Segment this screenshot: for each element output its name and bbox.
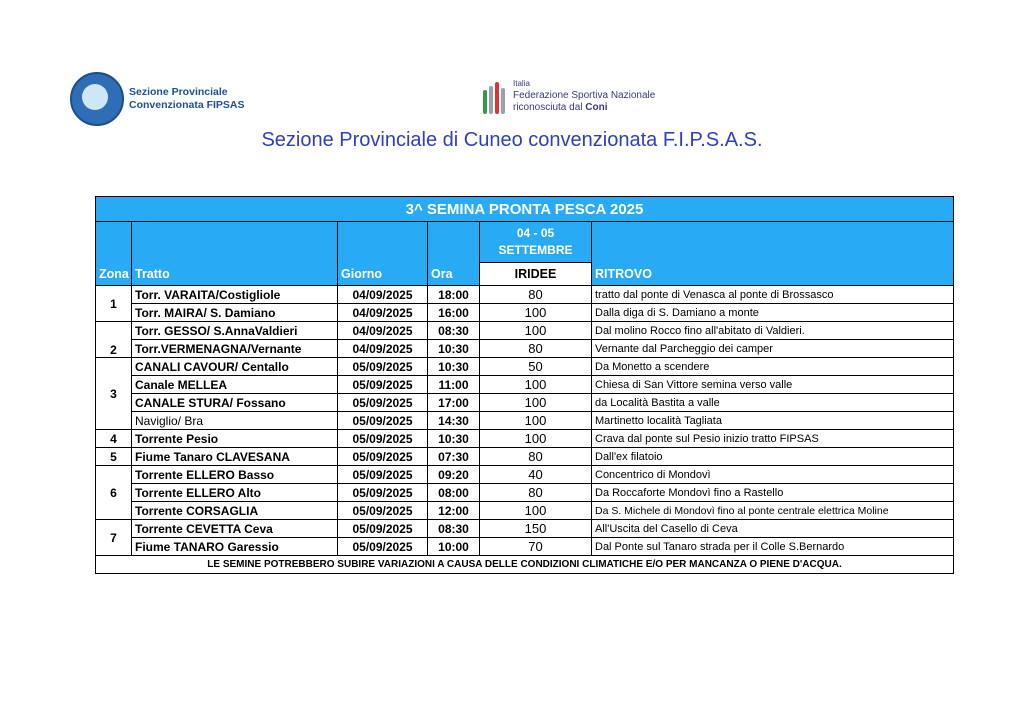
- iridee-cell: 80: [480, 448, 592, 466]
- giorno-cell: 05/09/2025: [338, 430, 428, 448]
- tratto-cell: Torrente Pesio: [132, 430, 338, 448]
- giorno-cell: 04/09/2025: [338, 286, 428, 304]
- ora-cell: 08:00: [428, 484, 480, 502]
- ora-cell: 18:00: [428, 286, 480, 304]
- table-row: [96, 322, 954, 340]
- zona-cell: 2: [96, 322, 132, 358]
- tratto-cell: Torr. VARAITA/Costigliole: [132, 286, 338, 304]
- giorno-cell: 05/09/2025: [338, 502, 428, 520]
- ritrovo-cell: Chiesa di San Vittore semina verso valle: [592, 376, 954, 394]
- ora-cell: 07:30: [428, 448, 480, 466]
- tratto-cell: Fiume Tanaro CLAVESANA: [132, 448, 338, 466]
- header-giorno: Giorno: [338, 222, 428, 286]
- zona-cell: 4: [96, 430, 132, 448]
- giorno-cell: 05/09/2025: [338, 538, 428, 556]
- table-row: [96, 394, 954, 412]
- iridee-cell: 40: [480, 466, 592, 484]
- tratto-cell: Torr. MAIRA/ S. Damiano: [132, 304, 338, 322]
- table-row: [96, 430, 954, 448]
- tratto-cell: Canale MELLEA: [132, 376, 338, 394]
- table-row: [96, 376, 954, 394]
- header-zona: Zona: [96, 222, 132, 286]
- giorno-cell: 05/09/2025: [338, 358, 428, 376]
- coni-stripes-icon: [483, 78, 509, 114]
- table-row: [96, 502, 954, 520]
- giorno-cell: 04/09/2025: [338, 304, 428, 322]
- ora-cell: 12:00: [428, 502, 480, 520]
- ora-cell: 10:30: [428, 340, 480, 358]
- ritrovo-cell: Dall'ex filatoio: [592, 448, 954, 466]
- ritrovo-cell: Concentrico di Mondovì: [592, 466, 954, 484]
- ora-cell: 11:00: [428, 376, 480, 394]
- tratto-cell: Torrente ELLERO Alto: [132, 484, 338, 502]
- giorno-cell: 05/09/2025: [338, 466, 428, 484]
- iridee-cell: 100: [480, 430, 592, 448]
- table-row: [96, 466, 954, 484]
- ora-cell: 17:00: [428, 394, 480, 412]
- giorno-cell: 05/09/2025: [338, 484, 428, 502]
- ritrovo-cell: tratto dal ponte di Venasca al ponte di Brossasco: [592, 286, 954, 304]
- zona-cell: 3: [96, 358, 132, 430]
- header-tratto: Tratto: [132, 222, 338, 286]
- ritrovo-cell: Da Roccaforte Mondovì fino a Rastello: [592, 484, 954, 502]
- logo-left-line2: Convenzionata FIPSAS: [129, 99, 245, 111]
- ritrovo-cell: Martinetto località Tagliata: [592, 412, 954, 430]
- giorno-cell: 05/09/2025: [338, 520, 428, 538]
- table-row: [96, 448, 954, 466]
- ora-cell: 09:20: [428, 466, 480, 484]
- table-row: [96, 304, 954, 322]
- tratto-cell: Torrente CORSAGLIA: [132, 502, 338, 520]
- tratto-cell: Torrente CEVETTA Ceva: [132, 520, 338, 538]
- ora-cell: 10:00: [428, 538, 480, 556]
- tratto-cell: Torr.VERMENAGNA/Vernante: [132, 340, 338, 358]
- giorno-cell: 05/09/2025: [338, 412, 428, 430]
- table-row: [96, 412, 954, 430]
- ora-cell: 14:30: [428, 412, 480, 430]
- zona-cell: 5: [96, 448, 132, 466]
- ritrovo-cell: All'Uscita del Casello di Ceva: [592, 520, 954, 538]
- tratto-cell: Torrente ELLERO Basso: [132, 466, 338, 484]
- logo-right-line1: Federazione Sportiva Nazionale: [513, 90, 656, 101]
- header-iridee: IRIDEE: [480, 263, 592, 286]
- table-row: [96, 484, 954, 502]
- ora-cell: 10:30: [428, 358, 480, 376]
- iridee-cell: 100: [480, 394, 592, 412]
- ritrovo-cell: Da Monetto a scendere: [592, 358, 954, 376]
- table-row: [96, 520, 954, 538]
- header-ora: Ora: [428, 222, 480, 286]
- giorno-cell: 04/09/2025: [338, 340, 428, 358]
- iridee-cell: 100: [480, 304, 592, 322]
- iridee-cell: 100: [480, 322, 592, 340]
- ritrovo-cell: Dal Ponte sul Tanaro strada per il Colle S.Bernardo: [592, 538, 954, 556]
- page-heading: Sezione Provinciale di Cuneo convenzionata F.I.P.S.A.S.: [261, 129, 763, 151]
- ora-cell: 10:30: [428, 430, 480, 448]
- fipsas-logo-text: [129, 86, 245, 112]
- ritrovo-cell: Da S. Michele di Mondovì fino al ponte centrale elettrica Moline: [592, 502, 954, 520]
- iridee-cell: 80: [480, 286, 592, 304]
- iridee-cell: 100: [480, 502, 592, 520]
- giorno-cell: 05/09/2025: [338, 448, 428, 466]
- fipsas-seal-icon: [70, 72, 124, 126]
- ora-cell: 08:30: [428, 322, 480, 340]
- header-date: [480, 222, 592, 263]
- table-row: [96, 340, 954, 358]
- header-ritrovo: RITROVO: [592, 222, 954, 286]
- ritrovo-cell: Vernante dal Parcheggio dei camper: [592, 340, 954, 358]
- ritrovo-cell: Dal molino Rocco fino all'abitato di Valdieri.: [592, 322, 954, 340]
- table-row: [96, 286, 954, 304]
- ritrovo-cell: da Località Bastita a valle: [592, 394, 954, 412]
- zona-cell: 7: [96, 520, 132, 556]
- tratto-cell: Fiume TANARO Garessio: [132, 538, 338, 556]
- ora-cell: 16:00: [428, 304, 480, 322]
- iridee-cell: 70: [480, 538, 592, 556]
- semina-table: [95, 196, 954, 574]
- logo-right-brand: Coni: [585, 102, 608, 113]
- table-row: [96, 358, 954, 376]
- iridee-cell: 100: [480, 412, 592, 430]
- ritrovo-cell: Dalla diga di S. Damiano a monte: [592, 304, 954, 322]
- iridee-cell: 150: [480, 520, 592, 538]
- coni-logo: [483, 78, 655, 114]
- logo-left-line1: Sezione Provinciale: [129, 86, 228, 98]
- iridee-cell: 50: [480, 358, 592, 376]
- iridee-cell: 100: [480, 376, 592, 394]
- table-row: [96, 538, 954, 556]
- coni-logo-text: [513, 78, 655, 114]
- header-date-range: 04 - 05: [516, 226, 555, 240]
- giorno-cell: 04/09/2025: [338, 322, 428, 340]
- table-footer-note: LE SEMINE POTREBBERO SUBIRE VARIAZIONI A CAUSA DELLE CONDIZIONI CLIMATICHE E/O PER MANCANZA O PIENE D'ACQUA.: [96, 556, 954, 574]
- tratto-cell: CANALI CAVOUR/ Centallo: [132, 358, 338, 376]
- table-title: 3^ SEMINA PRONTA PESCA 2025: [96, 197, 954, 222]
- logo-right-line2: [513, 102, 655, 114]
- zona-cell: 1: [96, 286, 132, 322]
- iridee-cell: 80: [480, 340, 592, 358]
- giorno-cell: 05/09/2025: [338, 394, 428, 412]
- header-date-month: SETTEMBRE: [498, 243, 573, 257]
- giorno-cell: 05/09/2025: [338, 376, 428, 394]
- tratto-cell: CANALE STURA/ Fossano: [132, 394, 338, 412]
- tratto-cell: Naviglio/ Bra: [132, 412, 338, 430]
- ritrovo-cell: Crava dal ponte sul Pesio inizio tratto FIPSAS: [592, 430, 954, 448]
- iridee-cell: 80: [480, 484, 592, 502]
- logo-right-italia: Italia: [513, 79, 530, 88]
- ora-cell: 08:30: [428, 520, 480, 538]
- zona-cell: 6: [96, 466, 132, 520]
- fipsas-logo: [70, 72, 245, 126]
- tratto-cell: Torr. GESSO/ S.AnnaValdieri: [132, 322, 338, 340]
- logo-right-prefix: riconosciuta dal: [513, 102, 583, 113]
